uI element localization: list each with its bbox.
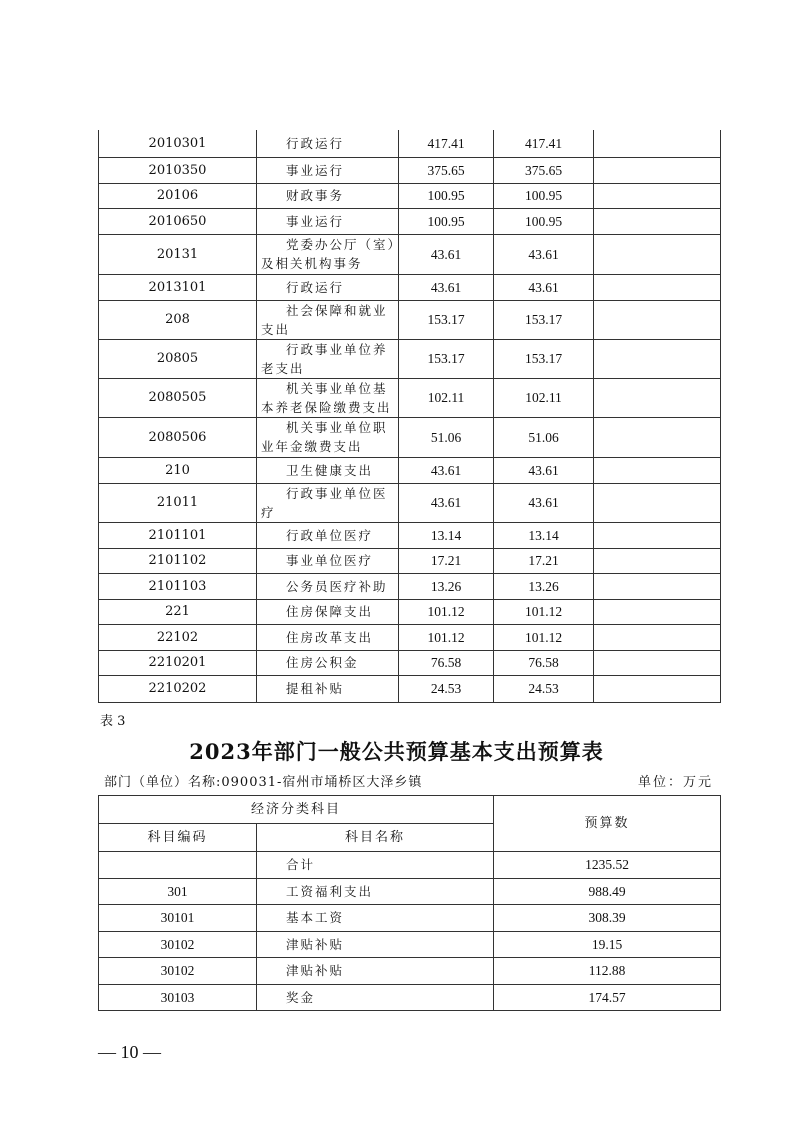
amount-basic: 375.65 <box>494 157 594 183</box>
basic-expenditure-table <box>98 795 721 1011</box>
subject-name: 津贴补贴 <box>257 958 494 985</box>
table-row <box>99 339 721 378</box>
subject-code: 2013101 <box>99 274 257 300</box>
subject-code: 2080505 <box>99 378 257 417</box>
amount-project <box>594 624 721 650</box>
subject-code: 221 <box>99 599 257 624</box>
amount-total: 43.61 <box>399 483 494 522</box>
amount-total: 100.95 <box>399 208 494 234</box>
amount-basic: 17.21 <box>494 548 594 573</box>
subject-name: 基本工资 <box>257 905 494 932</box>
budget-amount: 308.39 <box>494 905 721 932</box>
table-row <box>99 183 721 208</box>
subject-name: 工资福利支出 <box>257 878 494 905</box>
table-label: 表 3 <box>100 714 126 729</box>
budget-detail-table <box>98 130 721 703</box>
amount-basic: 100.95 <box>494 208 594 234</box>
subject-name: 事业单位医疗 <box>257 548 399 573</box>
amount-total: 76.58 <box>399 650 494 675</box>
subject-name: 社会保障和就业支出 <box>257 300 399 339</box>
amount-project <box>594 234 721 274</box>
subject-code: 22102 <box>99 624 257 650</box>
table-row <box>99 522 721 548</box>
table-row <box>99 208 721 234</box>
table-row <box>99 905 721 932</box>
subject-code: 2210202 <box>99 675 257 702</box>
table-row <box>99 300 721 339</box>
unit-label: 单位：万元 <box>637 775 713 790</box>
table-row <box>99 417 721 457</box>
amount-basic: 24.53 <box>494 675 594 702</box>
amount-project <box>594 300 721 339</box>
amount-total: 101.12 <box>399 599 494 624</box>
amount-total: 13.14 <box>399 522 494 548</box>
subject-name: 机关事业单位职业年金缴费支出 <box>257 417 399 457</box>
amount-total: 101.12 <box>399 624 494 650</box>
subject-name: 机关事业单位基本养老保险缴费支出 <box>257 378 399 417</box>
amount-total: 153.17 <box>399 339 494 378</box>
table-row <box>99 852 721 879</box>
table-row <box>99 234 721 274</box>
amount-basic: 13.26 <box>494 573 594 599</box>
amount-basic: 43.61 <box>494 274 594 300</box>
table-title: 2023年部门一般公共预算基本支出预算表 <box>189 739 604 764</box>
amount-basic: 102.11 <box>494 378 594 417</box>
subject-code: 20131 <box>99 234 257 274</box>
page-number: — 10 — <box>98 1042 161 1062</box>
amount-project <box>594 548 721 573</box>
subject-code: 21011 <box>99 483 257 522</box>
amount-project <box>594 130 721 157</box>
subject-name: 住房改革支出 <box>257 624 399 650</box>
table-row <box>99 931 721 958</box>
subject-code: 30102 <box>99 958 257 985</box>
header-name: 科目名称 <box>257 824 494 852</box>
subject-code: 2010650 <box>99 208 257 234</box>
amount-project <box>594 157 721 183</box>
subject-code: 208 <box>99 300 257 339</box>
table-row <box>99 624 721 650</box>
amount-total: 24.53 <box>399 675 494 702</box>
subject-name: 行政运行 <box>257 274 399 300</box>
table-row <box>99 130 721 157</box>
subject-code: 30101 <box>99 905 257 932</box>
amount-project <box>594 274 721 300</box>
amount-project <box>594 650 721 675</box>
subject-code <box>99 852 257 879</box>
amount-basic: 417.41 <box>494 130 594 157</box>
subject-name: 住房保障支出 <box>257 599 399 624</box>
subject-name: 合计 <box>257 852 494 879</box>
amount-total: 43.61 <box>399 274 494 300</box>
amount-project <box>594 339 721 378</box>
table-row <box>99 599 721 624</box>
table-row <box>99 675 721 702</box>
amount-total: 13.26 <box>399 573 494 599</box>
subject-name: 财政事务 <box>257 183 399 208</box>
table-row <box>99 878 721 905</box>
amount-basic: 100.95 <box>494 183 594 208</box>
amount-total: 51.06 <box>399 417 494 457</box>
amount-total: 102.11 <box>399 378 494 417</box>
subject-code: 2101101 <box>99 522 257 548</box>
budget-amount: 19.15 <box>494 931 721 958</box>
amount-project <box>594 208 721 234</box>
subject-name: 事业运行 <box>257 157 399 183</box>
subject-name: 公务员医疗补助 <box>257 573 399 599</box>
amount-total: 17.21 <box>399 548 494 573</box>
subject-name: 行政事业单位医疗 <box>257 483 399 522</box>
header-code: 科目编码 <box>99 824 257 852</box>
amount-project <box>594 378 721 417</box>
subject-name: 行政单位医疗 <box>257 522 399 548</box>
amount-basic: 51.06 <box>494 417 594 457</box>
table-row <box>99 483 721 522</box>
table-row <box>99 457 721 483</box>
department-name: 部门（单位）名称:090031-宿州市埇桥区大泽乡镇 <box>104 775 423 790</box>
subject-name: 奖金 <box>257 984 494 1011</box>
amount-total: 43.61 <box>399 457 494 483</box>
subject-name: 党委办公厅（室）及相关机构事务 <box>257 234 399 274</box>
table-row <box>99 378 721 417</box>
subject-code: 20805 <box>99 339 257 378</box>
subject-code: 210 <box>99 457 257 483</box>
amount-basic: 76.58 <box>494 650 594 675</box>
amount-project <box>594 483 721 522</box>
amount-basic: 153.17 <box>494 339 594 378</box>
budget-amount: 174.57 <box>494 984 721 1011</box>
subject-name: 行政运行 <box>257 130 399 157</box>
amount-total: 375.65 <box>399 157 494 183</box>
subject-code: 20106 <box>99 183 257 208</box>
amount-basic: 43.61 <box>494 234 594 274</box>
table-row <box>99 958 721 985</box>
subject-code: 2210201 <box>99 650 257 675</box>
header-budget-amount: 预算数 <box>494 796 721 852</box>
amount-project <box>594 675 721 702</box>
amount-project <box>594 573 721 599</box>
subject-name: 津贴补贴 <box>257 931 494 958</box>
budget-amount: 988.49 <box>494 878 721 905</box>
amount-project <box>594 522 721 548</box>
table-row <box>99 274 721 300</box>
amount-total: 417.41 <box>399 130 494 157</box>
table-row <box>99 548 721 573</box>
budget-amount: 112.88 <box>494 958 721 985</box>
subject-code: 30103 <box>99 984 257 1011</box>
table-row <box>99 157 721 183</box>
amount-project <box>594 183 721 208</box>
subject-code: 2080506 <box>99 417 257 457</box>
amount-project <box>594 457 721 483</box>
amount-total: 100.95 <box>399 183 494 208</box>
subject-code: 30102 <box>99 931 257 958</box>
subject-name: 卫生健康支出 <box>257 457 399 483</box>
amount-total: 153.17 <box>399 300 494 339</box>
amount-total: 43.61 <box>399 234 494 274</box>
amount-basic: 101.12 <box>494 599 594 624</box>
subject-code: 2101102 <box>99 548 257 573</box>
amount-basic: 43.61 <box>494 483 594 522</box>
subject-name: 住房公积金 <box>257 650 399 675</box>
amount-basic: 153.17 <box>494 300 594 339</box>
table-row <box>99 984 721 1011</box>
subject-name: 行政事业单位养老支出 <box>257 339 399 378</box>
subject-name: 提租补贴 <box>257 675 399 702</box>
amount-project <box>594 599 721 624</box>
subject-code: 2101103 <box>99 573 257 599</box>
table-row <box>99 573 721 599</box>
subject-code: 2010350 <box>99 157 257 183</box>
header-economic-category: 经济分类科目 <box>99 796 494 824</box>
amount-basic: 43.61 <box>494 457 594 483</box>
subject-name: 事业运行 <box>257 208 399 234</box>
amount-basic: 101.12 <box>494 624 594 650</box>
subject-code: 2010301 <box>99 130 257 157</box>
budget-amount: 1235.52 <box>494 852 721 879</box>
amount-basic: 13.14 <box>494 522 594 548</box>
subject-code: 301 <box>99 878 257 905</box>
table-row <box>99 650 721 675</box>
amount-project <box>594 417 721 457</box>
